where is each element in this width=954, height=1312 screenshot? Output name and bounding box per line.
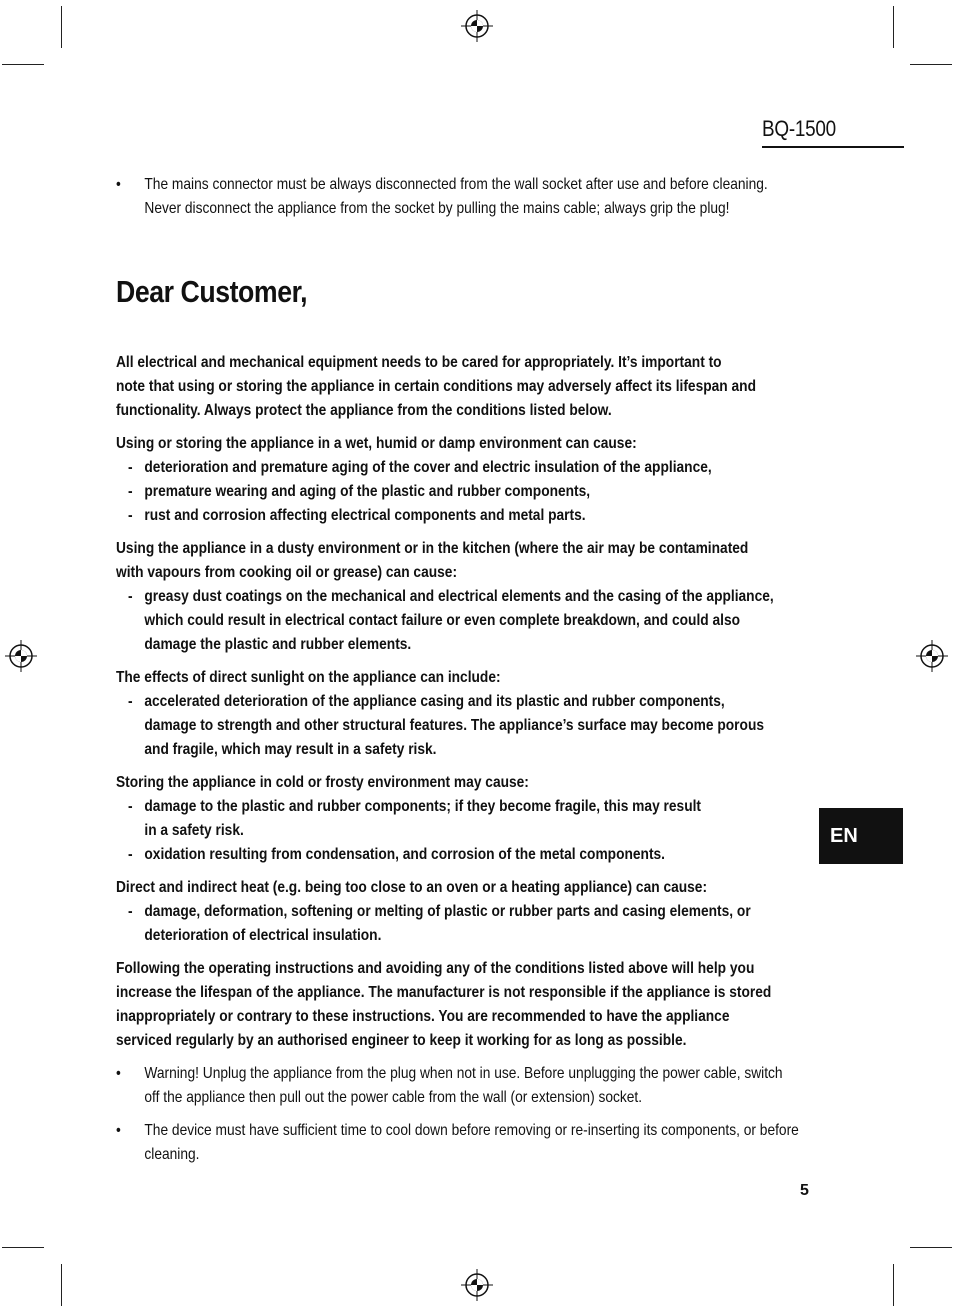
cooldown-bullet [116, 1119, 808, 1167]
dash-mark: - [128, 903, 133, 920]
dash-mark: - [128, 507, 133, 524]
text-line: All electrical and mechanical equipment needs to be cared for appropriately. It’s important to [116, 354, 722, 371]
bullet-mark: • [116, 176, 121, 193]
crop-mark [910, 1247, 952, 1248]
list-item [116, 504, 808, 528]
crop-mark [910, 64, 952, 65]
registration-mark-icon [5, 640, 37, 672]
section-title: Direct and indirect heat (e.g. being too close to an oven or a heating appliance) can cause: [116, 879, 708, 896]
dash-mark: - [128, 459, 133, 476]
text-line: cleaning. [144, 1146, 200, 1163]
text-line: damage, deformation, softening or melting of plastic or rubber parts and casing elements, or [144, 903, 751, 920]
section-title: Using the appliance in a dusty environment or in the kitchen (where the air may be contaminated [116, 540, 749, 557]
list-item [116, 456, 808, 480]
crop-mark [2, 64, 44, 65]
text-line: Never disconnect the appliance from the socket by pulling the mains cable; always grip the plug! [144, 200, 730, 217]
list-item [116, 900, 808, 948]
text-line: The mains connector must be always disconnected from the wall socket after use and before cleaning. [144, 176, 768, 193]
text-line: The device must have sufficient time to cool down before removing or re-inserting its components, or before [144, 1122, 799, 1139]
section-title: with vapours from cooking oil or grease) can cause: [116, 564, 458, 581]
text-line: deterioration of electrical insulation. [144, 927, 382, 944]
dash-mark: - [128, 798, 133, 815]
text-line: functionality. Always protect the appliance from the conditions listed below. [116, 402, 612, 419]
section-title: Storing the appliance in cold or frosty environment may cause: [116, 774, 529, 791]
text-line: note that using or storing the appliance in certain conditions may adversely affect its lifespan and [116, 378, 756, 395]
dash-mark: - [128, 588, 133, 605]
list-item [116, 795, 808, 843]
crop-mark [61, 1264, 62, 1306]
text-line: in a safety risk. [144, 822, 244, 839]
page-content [116, 173, 808, 1167]
text-line: accelerated deterioration of the appliance casing and its plastic and rubber components, [144, 693, 725, 710]
page-number: 5 [800, 1182, 809, 1199]
list-item [116, 480, 808, 504]
dash-mark: - [128, 846, 133, 863]
section-direct-sunlight [116, 666, 808, 762]
page-heading: Dear Customer, [116, 274, 308, 309]
registration-mark-icon [916, 640, 948, 672]
text-line: oxidation resulting from condensation, and corrosion of the metal components. [144, 846, 666, 863]
text-line: inappropriately or contrary to these instructions. You are recommended to have the appliance [116, 1008, 730, 1025]
registration-mark-icon [461, 1269, 493, 1301]
intro-paragraph [116, 351, 808, 423]
text-line: serviced regularly by an authorised engineer to keep it working for as long as possible. [116, 1032, 687, 1049]
section-wet-environment [116, 432, 808, 528]
language-tab [819, 808, 903, 864]
text-line: deterioration and premature aging of the cover and electric insulation of the appliance, [144, 459, 712, 476]
text-line: increase the lifespan of the appliance. The manufacturer is not responsible if the appliance is stored [116, 984, 772, 1001]
text-line: premature wearing and aging of the plastic and rubber components, [144, 483, 591, 500]
text-line: Warning! Unplug the appliance from the plug when not in use. Before unplugging the power cable, switch [144, 1065, 783, 1082]
registration-mark-icon [461, 10, 493, 42]
crop-mark [2, 1247, 44, 1248]
text-line: damage to strength and other structural features. The appliance’s surface may become porous [144, 717, 764, 734]
closing-paragraph [116, 957, 808, 1053]
text-line: off the appliance then pull out the power cable from the wall (or extension) socket. [144, 1089, 643, 1106]
bullet-mark: • [116, 1065, 121, 1082]
warning-bullet [116, 1062, 808, 1110]
section-cold-environment [116, 771, 808, 867]
section-dusty-environment [116, 537, 808, 657]
dash-mark: - [128, 483, 133, 500]
text-line: and fragile, which may result in a safety risk. [144, 741, 437, 758]
section-heat [116, 876, 808, 948]
language-tab-label: EN [830, 825, 858, 847]
text-line: damage the plastic and rubber elements. [144, 636, 412, 653]
list-item [116, 843, 808, 867]
text-line: rust and corrosion affecting electrical components and metal parts. [144, 507, 586, 524]
section-title: The effects of direct sunlight on the appliance can include: [116, 669, 501, 686]
text-line: Following the operating instructions and avoiding any of the conditions listed above will help you [116, 960, 755, 977]
bullet-mark: • [116, 1122, 121, 1139]
dash-mark: - [128, 693, 133, 710]
crop-mark [893, 6, 894, 48]
header-rule [762, 146, 904, 148]
list-item [116, 690, 808, 762]
crop-mark [893, 1264, 894, 1306]
intro-bullet [116, 173, 808, 221]
section-title: Using or storing the appliance in a wet, humid or damp environment can cause: [116, 435, 637, 452]
text-line: greasy dust coatings on the mechanical and electrical elements and the casing of the appliance, [144, 588, 774, 605]
list-item [116, 585, 808, 657]
model-number: BQ-1500 [762, 116, 836, 141]
text-line: damage to the plastic and rubber components; if they become fragile, this may result [144, 798, 702, 815]
text-line: which could result in electrical contact failure or even complete breakdown, and could also [144, 612, 741, 629]
crop-mark [61, 6, 62, 48]
